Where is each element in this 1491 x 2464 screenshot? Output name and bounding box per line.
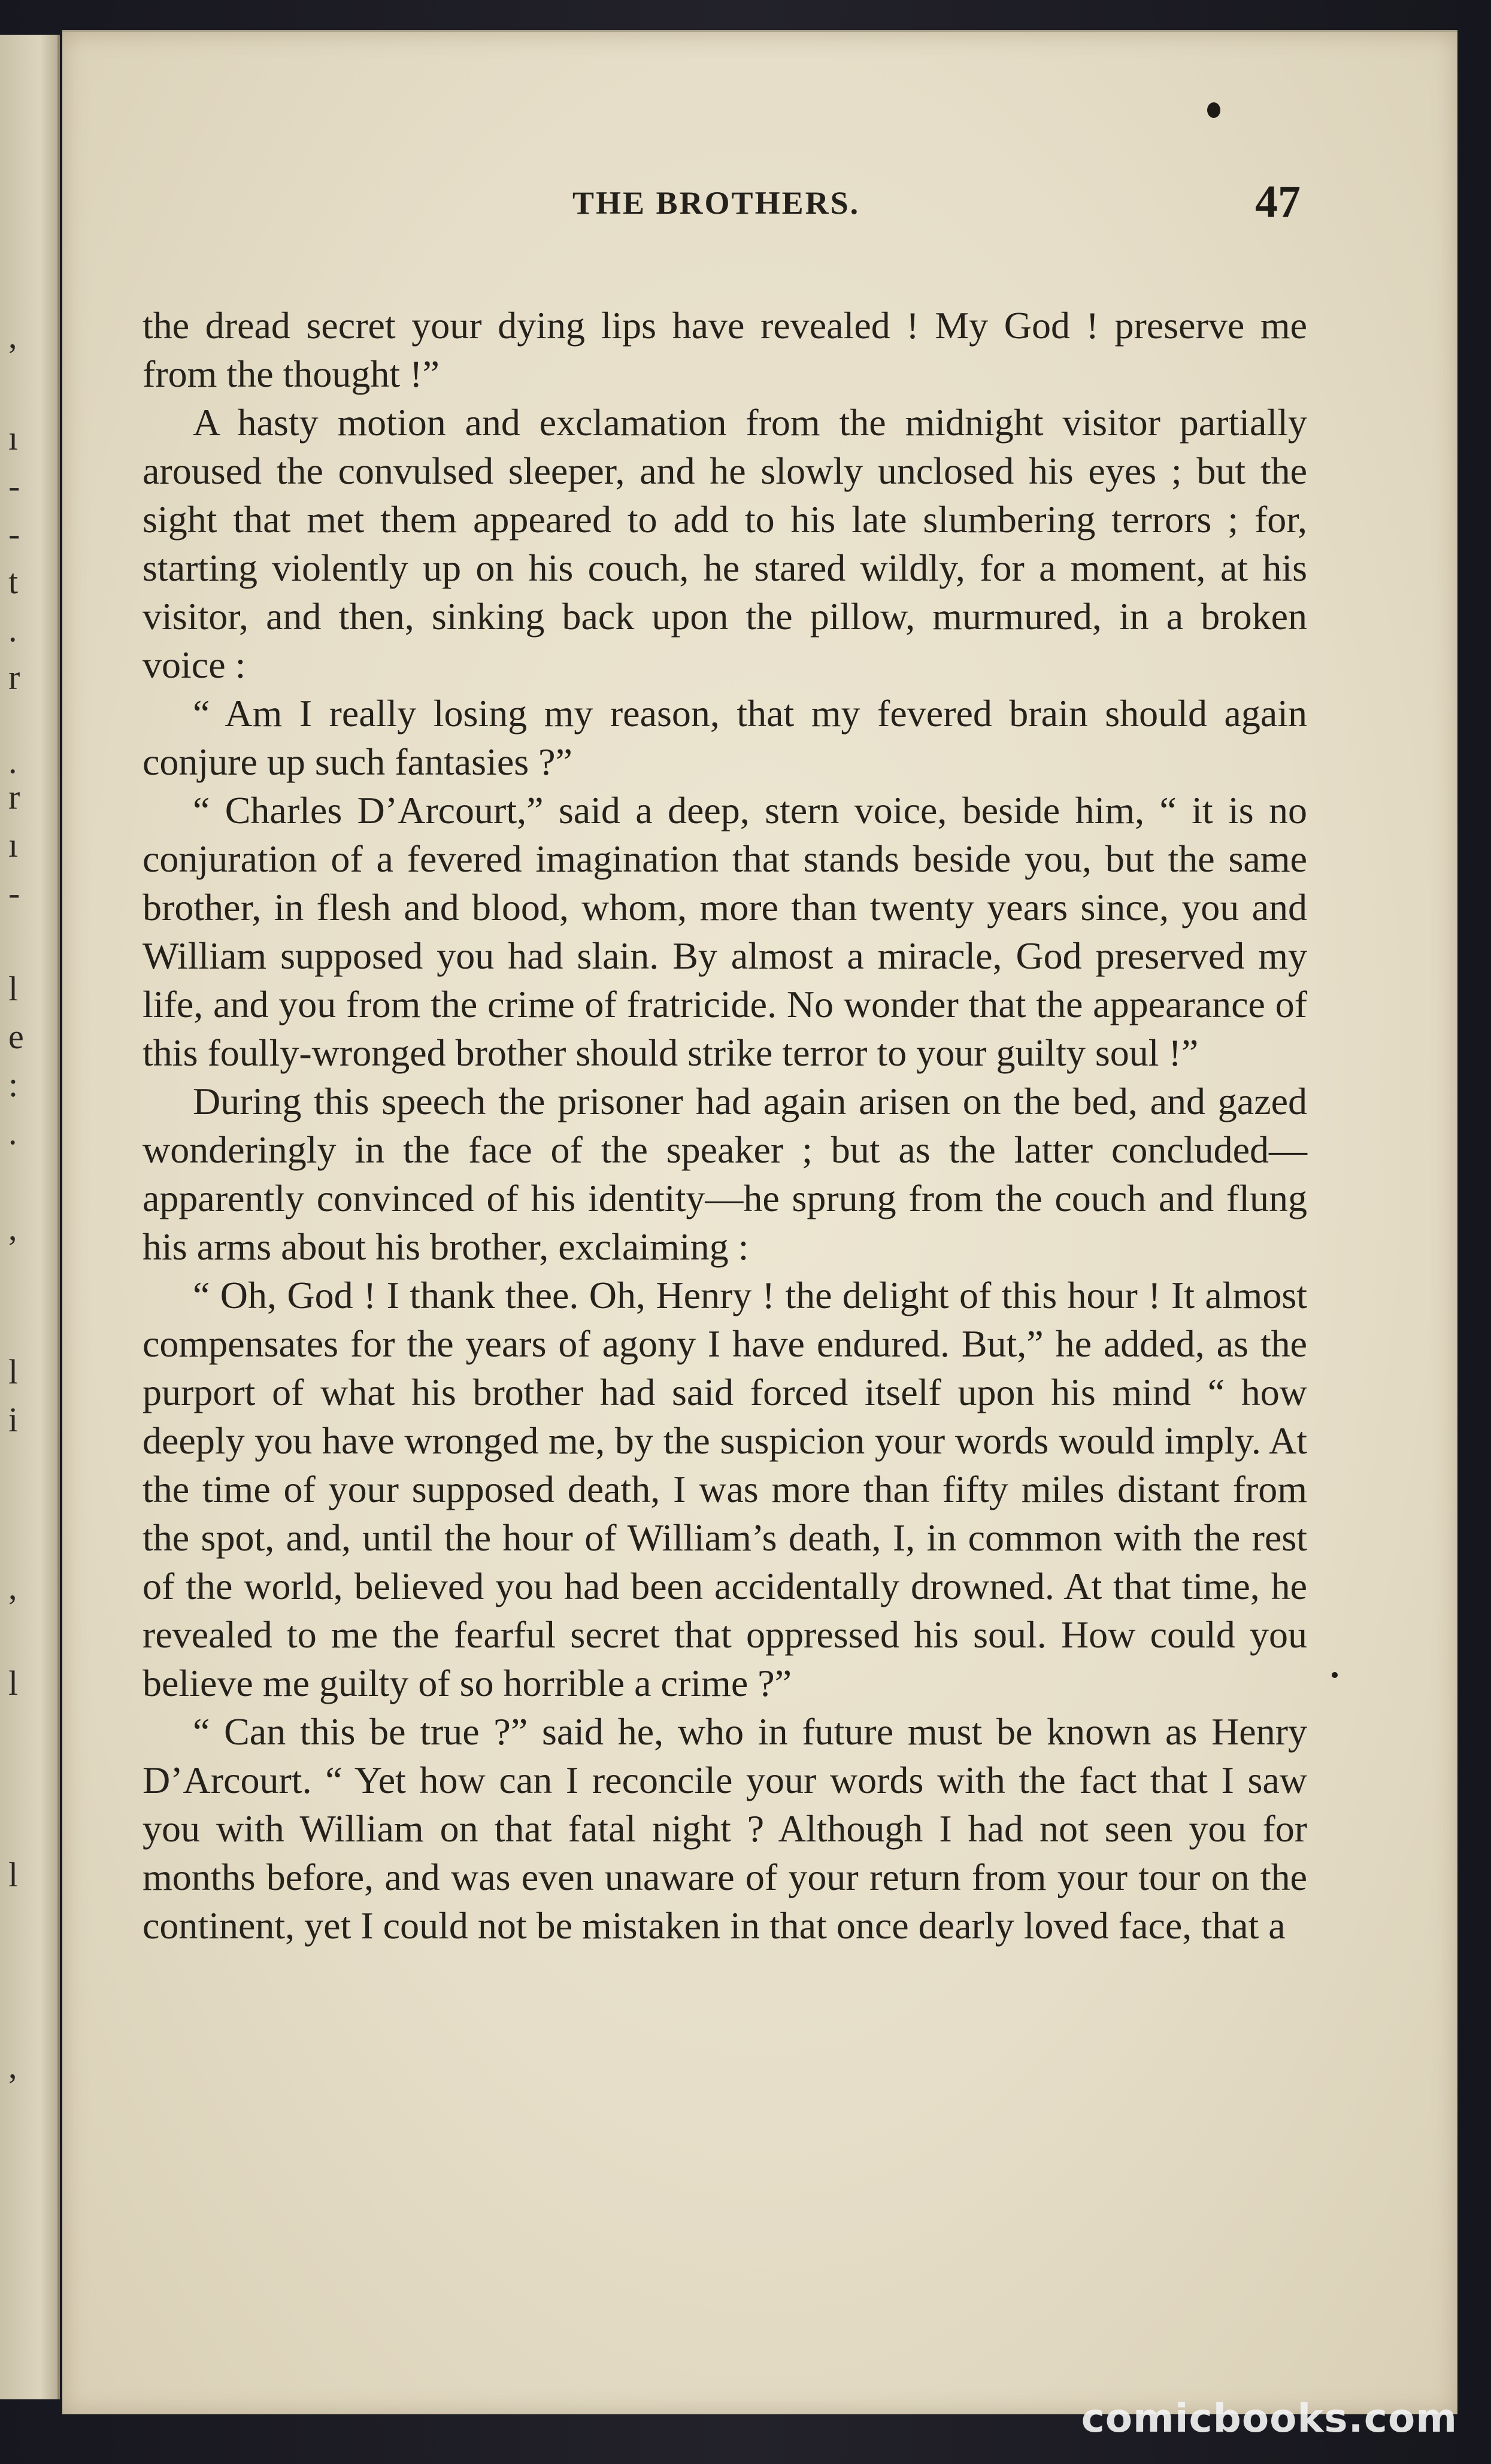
paragraph: “ Charles D’Arcourt,” said a deep, stern voice, beside him, “ it is no conjuration of a fevered imagination that stands beside you, but the same brother, in flesh and blood, whom, more than twenty years since, you and William supposed you had slain. By almost a miracle, God preserved my life, and you from the crime of fratricide. No wonder that the appearance of this foully-wronged brother should strike terror to your guilty soul !” [143,789,1307,1074]
page-number: 47 [1255,177,1301,227]
ink-spot [1332,1672,1338,1678]
watermark: comicbooks.com [1081,2395,1457,2441]
facing-page-edge: , ı - - t . r . r ı - l e : . , l i , l l , [0,35,60,2399]
ink-spot [1207,102,1220,118]
paragraph: “ Can this be true ?” said he, who in future must be known as Henry D’Arcourt. “ Yet how can I reconcile your words with the fact that I saw you with William on that fatal night ? Although I had not seen you for months before, and was even unaware of your return from your tour on the continent, yet I could not be mistaken in that once dearly loved face, that a [143,1710,1307,1947]
running-title: THE BROTHERS. [572,185,860,221]
page-header [62,177,1457,238]
paragraph: the dread secret your dying lips have revealed ! My God ! preserve me from the thought !” [143,304,1307,395]
paragraph: A hasty motion and exclamation from the midnight visitor partially aroused the convulsed sleeper, and he slowly unclosed his eyes ; but the sight that met them appeared to add to his late slumbering terrors ; for, starting violently up on his couch, he stared wildly, for a moment, at his visitor, and then, sinking back upon the pillow, murmured, in a broken voice : [143,401,1307,686]
paragraph: “ Am I really losing my reason, that my fevered brain should again conjure up such fantasies ?” [143,692,1307,783]
book-page [62,30,1457,2414]
paragraph: During this speech the prisoner had again arisen on the bed, and gazed wonderingly in the face of the speaker ; but as the latter concluded—apparently convinced of his identity—he sprung from the couch and flung his arms about his brother, exclaiming : [143,1080,1307,1268]
body-text [143,301,1307,1950]
paragraph: “ Oh, God ! I thank thee. Oh, Henry ! the delight of this hour ! It almost compensates for the years of agony I have endured. But,” he added, as the purport of what his brother had said forced itself upon his mind “ how deeply you have wronged me, by the suspicion your words would imply. At the time of your supposed death, I was more than fifty miles distant from the spot, and, until the hour of William’s death, I, in common with the rest of the world, believed you had been accidentally drowned. At that time, he revealed to me the fearful secret that oppressed his soul. How could you believe me guilty of so horrible a crime ?” [143,1274,1307,1704]
